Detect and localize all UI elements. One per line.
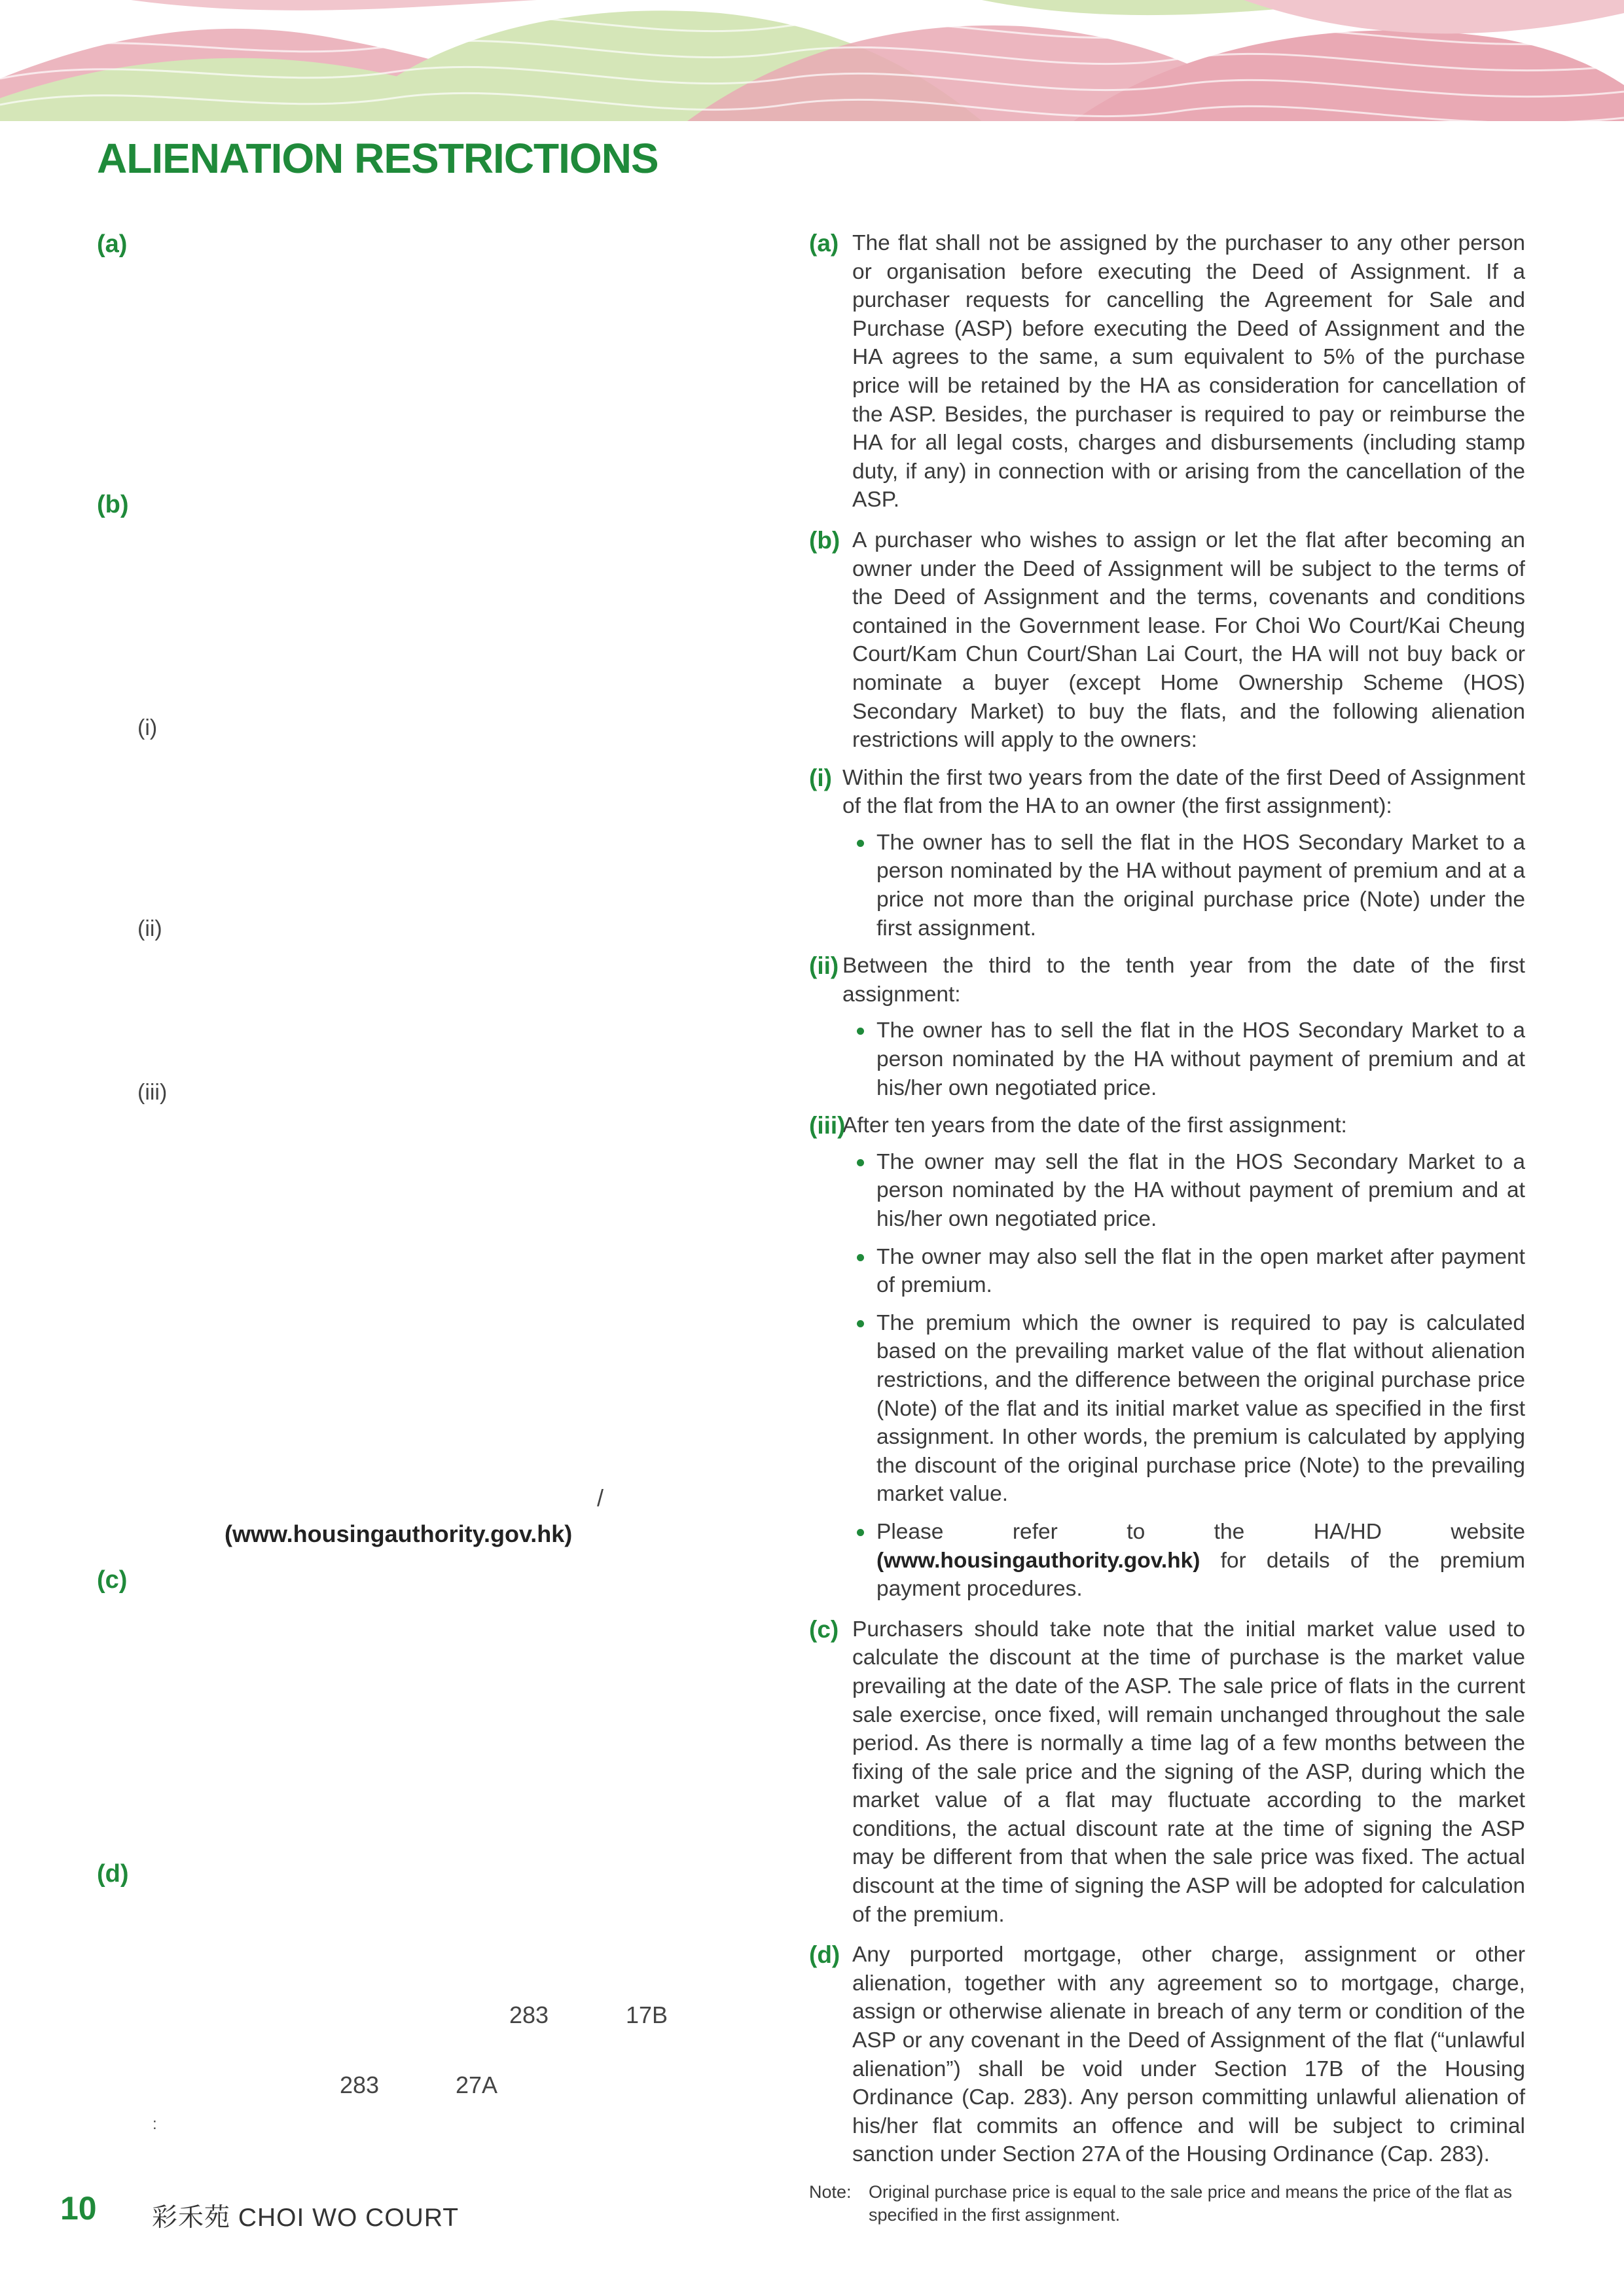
left-fragment-17b: 17B <box>626 2001 668 2028</box>
bullet-dot-icon <box>857 1028 864 1035</box>
clause-b-label: (b) <box>809 526 840 554</box>
clause-d-text: Any purported mortgage, other charge, assignment or other alienation, together with any agreement so to mortgage, charge, assign or otherwise alienate in breach of any term or condition of the ASP or any covenant in the Deed of Assignment of the flat (“unlawful alienation”) shall be void under Section 17B of the Housing Ordinance (Cap. 283). Any person committing unlawful alienation of his/her flat commits an offence and will be subject to criminal sanction under Section 27A of the Housing Ordinance (Cap. 283). <box>852 1943 1525 2167</box>
left-label-d: (d) <box>97 1860 129 1888</box>
clause-c-text: Purchasers should take note that the initial market value used to calculate the discount at the time of purchase is the market value prevailing at the date of the ASP. The sale price of flats in the current sale exercise, once fixed, will remain unchanged throughout the sale period. As there is normally a time lag of a few months between the fixing of the sale price and the signing of the ASP, during which the market value of a flat may fluctuate according to the market conditions, the actual discount rate at the time of signing the ASP may be different from that when the sale price was fixed. The actual discount at the time of signing the ASP will be adopted for calculation of the premium. <box>852 1617 1525 1927</box>
clause-b-i-bullet <box>842 829 1525 942</box>
page-number: 10 <box>60 2190 97 2227</box>
clause-b-iii-bullet-2 <box>842 1243 1525 1300</box>
clause-a-text: The flat shall not be assigned by the purchaser to any other person or organisation before executing the Deed of Assignment. If a purchaser requests for cancelling the Agreement for Sale and Purchase (ASP) before executing the Deed of Assignment and the HA agrees to the same, a sum equivalent to 5% of the purchase price will be retained by the HA as consideration for cancellation of the ASP. Besides, the purchaser is required to pay or reimburse the HA for all legal costs, charges and disbursements (including stamp duty, if any) in connection with or arising from the cancellation of the ASP. <box>852 231 1525 512</box>
clause-b-i-text: Within the first two years from the date of the first Deed of Assignment of the flat from the HA to an owner (the first assignment): <box>842 765 1525 819</box>
left-fragment-27a: 27A <box>456 2072 498 2098</box>
footer-title: 彩禾苑 CHOI WO COURT <box>152 2204 460 2232</box>
clause-b-ii-label: (ii) <box>809 952 839 980</box>
clause-b-i <box>809 764 1525 821</box>
note <box>809 2181 1525 2227</box>
clause-b <box>809 526 1525 1604</box>
clause-a-label: (a) <box>809 230 839 257</box>
clause-b-iii-bullet-3 <box>842 1309 1525 1509</box>
bullet-text: The owner has to sell the flat in the HOS Secondary Market to a person nominated by the HA without payment of premium and at his/her own negotiated price. <box>876 1018 1525 1100</box>
left-slash: / <box>597 1484 604 1511</box>
bullet-dot-icon <box>857 1159 864 1166</box>
left-website: (www.housingauthority.gov.hk) <box>225 1520 573 1547</box>
decorative-wave-banner <box>0 0 1624 121</box>
clause-b-iii-bullet-4 <box>842 1518 1525 1604</box>
clause-c-label: (c) <box>809 1615 839 1643</box>
clause-b-text: A purchaser who wishes to assign or let the flat after becoming an owner under the Deed of Assignment will be subject to the terms of the Deed of Assignment and the terms, covenants and conditions contained in the Government lease. For Choi Wo Court/Kai Cheung Court/Kam Chun Court/Shan Lai Court, the HA will not buy back or nominate a buyer (except Home Ownership Scheme (HOS) Secondary Market) to buy the flats, and the following alienation restrictions will apply to the owners: <box>852 528 1525 753</box>
clause-d-label: (d) <box>809 1941 840 1969</box>
bullet-text: The owner may also sell the flat in the open market after payment of premium. <box>876 1244 1525 1298</box>
left-label-c: (c) <box>97 1566 128 1594</box>
left-colon: : <box>153 2115 157 2133</box>
bullet-text: The owner may sell the flat in the HOS Secondary Market to a person nominated by the HA without payment of premium and at his/her own negotiated price. <box>876 1149 1525 1231</box>
clause-b-ii <box>809 952 1525 1009</box>
clause-d <box>809 1941 1525 2169</box>
clause-b-iii-bullet-1 <box>842 1148 1525 1234</box>
page-title: ALIENATION RESTRICTIONS <box>97 135 659 182</box>
clause-b-i-label: (i) <box>809 764 832 791</box>
left-label-a: (a) <box>97 230 128 258</box>
left-sub-label-i: (i) <box>137 715 158 740</box>
bullet-text-pre: Please refer to the HA/HD website <box>876 1519 1525 1544</box>
english-text-column <box>809 229 1525 2227</box>
bullet-dot-icon <box>857 1529 864 1536</box>
left-sub-label-ii: (ii) <box>137 916 162 941</box>
bullet-text: The premium which the owner is required to pay is calculated based on the prevailing market value of the flat without alienation restrictions, and the difference between the original purchase price (Note) of the flat and its initial market value as specified in the first assignment. In other words, the premium is calculated by applying the discount of the original purchase price (Note) to the prevailing market value. <box>876 1310 1525 1507</box>
website-link[interactable]: (www.housingauthority.gov.hk) <box>876 1548 1200 1573</box>
clause-b-ii-bullet <box>842 1016 1525 1102</box>
bullet-dot-icon <box>857 1320 864 1327</box>
clause-b-iii-text: After ten years from the date of the first assignment: <box>842 1113 1347 1138</box>
clause-a <box>809 229 1525 514</box>
note-text: Original purchase price is equal to the sale price and means the price of the flat as specified in the first assignment. <box>869 2182 1513 2225</box>
note-label: Note: <box>809 2182 852 2202</box>
clause-b-iii <box>809 1111 1525 1140</box>
bullet-dot-icon <box>857 1254 864 1261</box>
left-sub-label-iii: (iii) <box>137 1080 168 1105</box>
left-fragment-283-b: 283 <box>340 2072 380 2098</box>
bullet-dot-icon <box>857 840 864 847</box>
left-label-b: (b) <box>97 491 129 518</box>
left-fragment-283: 283 <box>509 2001 549 2028</box>
bullet-text: The owner has to sell the flat in the HOS Secondary Market to a person nominated by the HA without payment of premium and at a price not more than the original purchase price (Note) under the first assignment. <box>876 830 1525 941</box>
clause-b-ii-text: Between the third to the tenth year from the date of the first assignment: <box>842 954 1525 1007</box>
clause-b-iii-label: (iii) <box>809 1112 846 1139</box>
clause-c <box>809 1615 1525 1929</box>
bullet-text-post: for details of the premium payment procedures. <box>876 1548 1525 1602</box>
